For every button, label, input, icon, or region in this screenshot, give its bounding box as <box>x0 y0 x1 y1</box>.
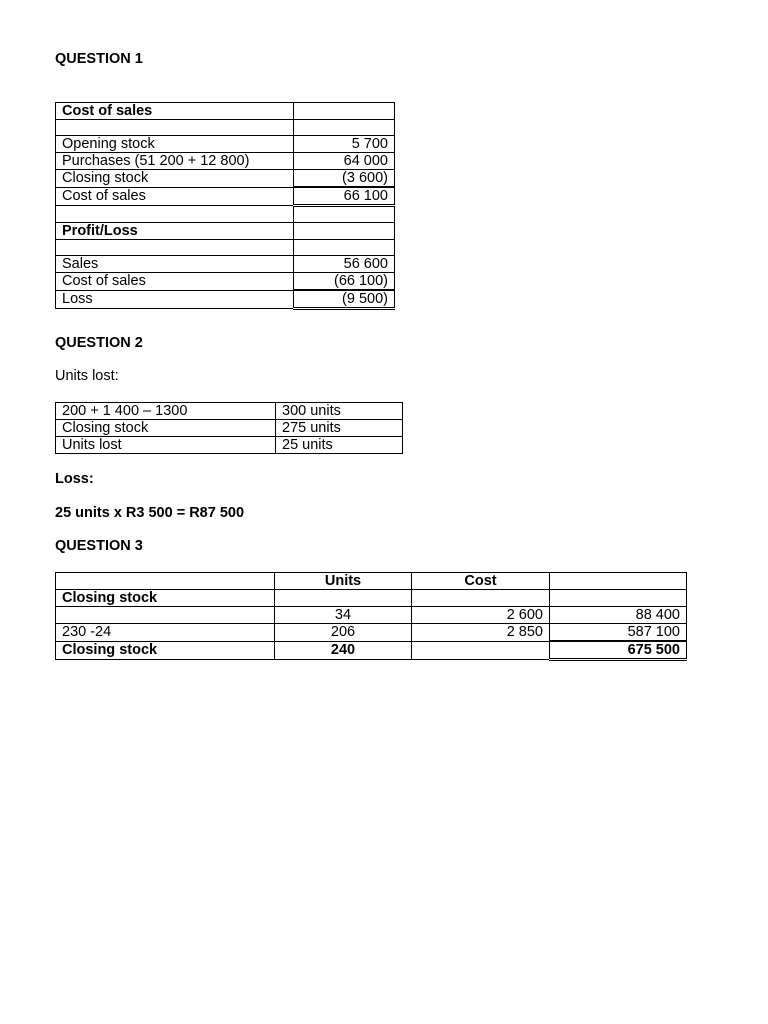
table-row <box>56 607 687 624</box>
units-cell: 34 <box>275 607 412 624</box>
total-units-cell: 240 <box>275 641 412 660</box>
loss-label: Loss: <box>55 471 94 487</box>
row-value: (66 100) <box>294 273 395 291</box>
table-row <box>56 437 403 454</box>
table-row <box>56 420 403 437</box>
row-label: Purchases (51 200 + 12 800) <box>56 153 294 170</box>
units-cell: 206 <box>275 624 412 642</box>
column-header <box>56 573 275 590</box>
row-label: Closing stock <box>56 420 276 437</box>
row-value: 5 700 <box>294 136 395 153</box>
row-label: Units lost <box>56 437 276 454</box>
profit-loss-header: Profit/Loss <box>56 223 294 240</box>
grand-total-cell: 675 500 <box>550 641 687 660</box>
row-label: Closing stock <box>56 170 294 188</box>
section-label: Closing stock <box>56 590 275 607</box>
row-label: Sales <box>56 256 294 273</box>
units-column-header: Units <box>275 573 412 590</box>
row-label <box>56 607 275 624</box>
table-row <box>56 290 395 309</box>
row-label: Cost of sales <box>56 187 294 206</box>
table-row <box>56 590 687 607</box>
table-row <box>56 170 395 188</box>
table-row <box>56 206 395 223</box>
table-row <box>56 641 687 660</box>
table-row <box>56 403 403 420</box>
row-value: 275 units <box>276 420 403 437</box>
loss-calculation: 25 units x R3 500 = R87 500 <box>55 505 245 521</box>
row-value: (9 500) <box>294 290 395 309</box>
table-row <box>56 273 395 291</box>
closing-stock-table <box>55 572 687 661</box>
row-value: (3 600) <box>294 170 395 188</box>
column-header <box>550 573 687 590</box>
row-label: Opening stock <box>56 136 294 153</box>
table-row <box>56 223 395 240</box>
table-row <box>56 240 395 256</box>
table-row <box>56 120 395 136</box>
question-1-heading: QUESTION 1 <box>55 51 143 67</box>
table-row <box>56 187 395 206</box>
table-row <box>56 136 395 153</box>
row-label: 200 + 1 400 – 1300 <box>56 403 276 420</box>
cost-column-header: Cost <box>412 573 550 590</box>
total-cell: 88 400 <box>550 607 687 624</box>
question-3-heading: QUESTION 3 <box>55 538 143 554</box>
units-lost-label: Units lost: <box>55 368 119 384</box>
row-label: Cost of sales <box>56 273 294 291</box>
table-row <box>56 573 687 590</box>
total-cell: 587 100 <box>550 624 687 642</box>
cost-cell: 2 600 <box>412 607 550 624</box>
table-row <box>56 256 395 273</box>
question-2-heading: QUESTION 2 <box>55 335 143 351</box>
row-value: 56 600 <box>294 256 395 273</box>
cost-cell: 2 850 <box>412 624 550 642</box>
table-row <box>56 153 395 170</box>
row-value: 300 units <box>276 403 403 420</box>
table-row <box>56 624 687 642</box>
cost-of-sales-table <box>55 102 395 310</box>
row-value: 25 units <box>276 437 403 454</box>
row-value: 64 000 <box>294 153 395 170</box>
total-row-label: Closing stock <box>56 641 275 660</box>
row-value: 66 100 <box>294 187 395 206</box>
table-row <box>56 103 395 120</box>
units-lost-table <box>55 402 403 454</box>
row-label: 230 -24 <box>56 624 275 642</box>
row-label: Loss <box>56 290 294 309</box>
total-cost-cell <box>412 641 550 660</box>
cost-of-sales-header: Cost of sales <box>56 103 294 120</box>
